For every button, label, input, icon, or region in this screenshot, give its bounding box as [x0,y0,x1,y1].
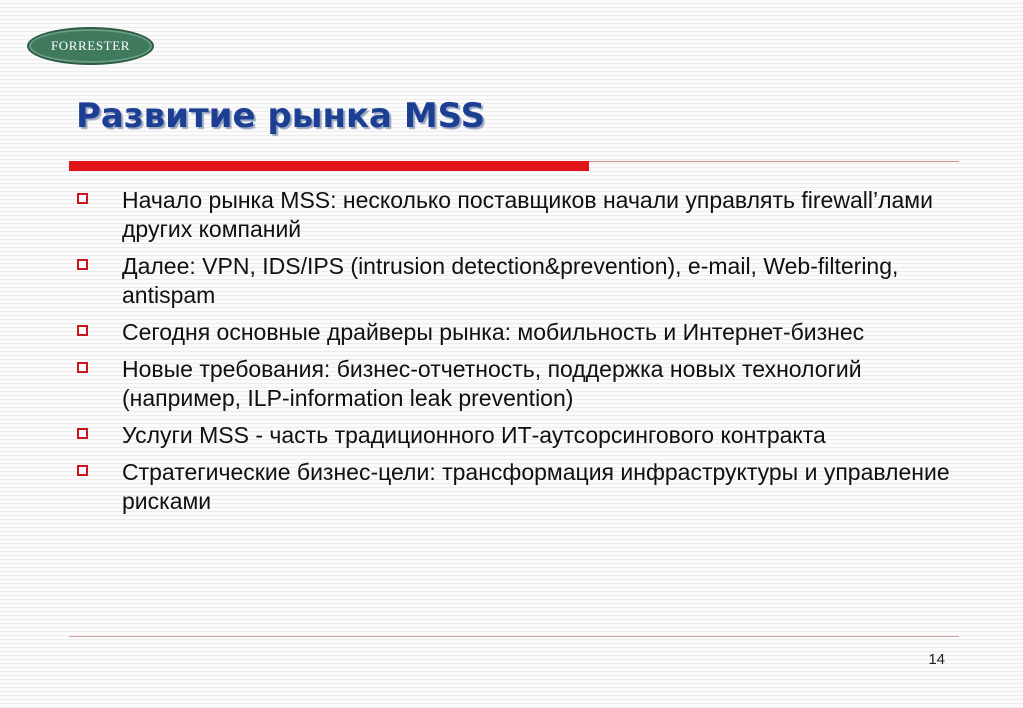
square-bullet-icon [77,465,88,476]
bullet-item [77,186,957,244]
square-bullet-icon [77,428,88,439]
logo-text: FORRESTER [50,38,131,53]
bullet-item [77,458,957,516]
footer-divider-line [69,636,959,637]
bullet-text: Сегодня основные драйверы рынка: мобильность и Интернет-бизнес [122,319,865,345]
square-bullet-icon [77,259,88,270]
bullet-list [77,186,957,524]
page-number: 14 [928,651,945,668]
bullet-text: Услуги MSS - часть традиционного ИТ-аутсорсингового контракта [122,422,826,448]
bullet-text: Начало рынка MSS: несколько поставщиков начали управлять firewall’лами других компаний [122,187,933,242]
square-bullet-icon [77,193,88,204]
bullet-text: Далее: VPN, IDS/IPS (intrusion detection&prevention), e-mail, Web-filtering, antispam [122,253,899,308]
bullet-text: Новые требования: бизнес-отчетность, поддержка новых технологий (например, ILP-information leak prevention) [122,356,862,411]
slide-title: Развитие рынка MSS [76,96,486,136]
square-bullet-icon [77,362,88,373]
bullet-item [77,318,957,347]
bullet-item [77,421,957,450]
title-divider-line [589,161,959,162]
bullet-item [77,252,957,310]
square-bullet-icon [77,325,88,336]
bullet-text: Стратегические бизнес-цели: трансформация инфраструктуры и управление рисками [122,459,950,514]
forrester-logo [27,27,154,65]
title-accent-bar [69,161,589,171]
bullet-item [77,355,957,413]
